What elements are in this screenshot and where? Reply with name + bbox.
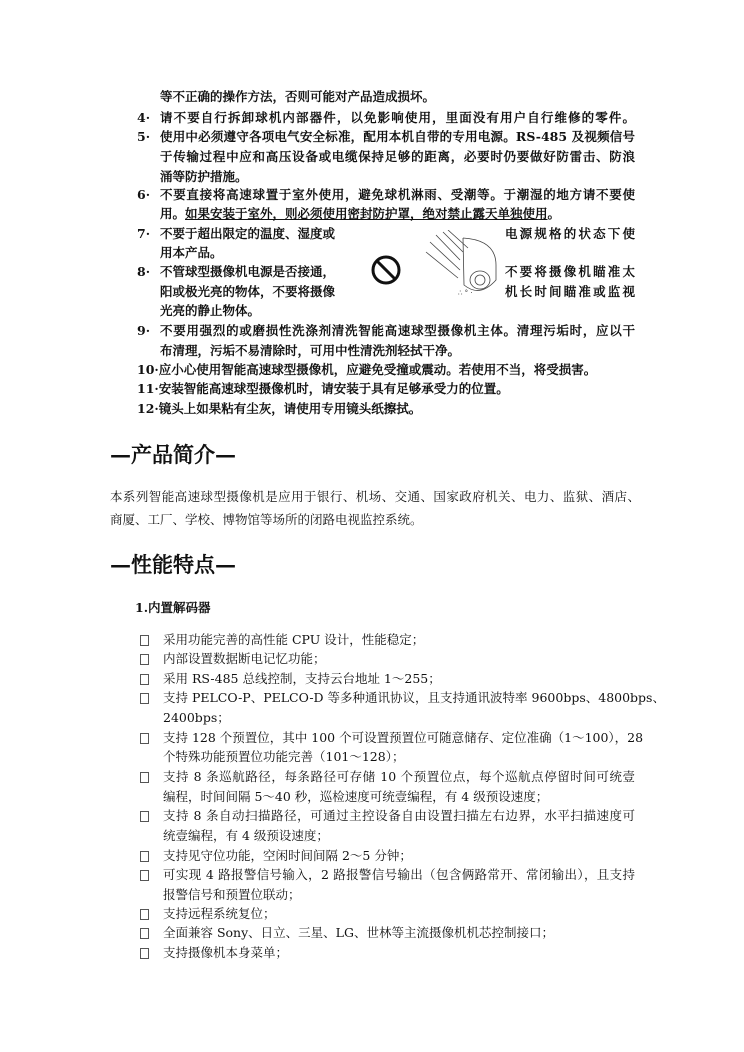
feature-line: 内部设置数据断电记忆功能；	[163, 651, 326, 666]
item-number: 7·	[137, 226, 151, 241]
bullet-icon	[140, 654, 149, 665]
bullet-icon	[140, 870, 149, 881]
safety-line: 阳或极光亮的物体，不要将摄像	[160, 284, 336, 299]
text: 用。	[160, 206, 186, 221]
safety-line	[160, 206, 560, 222]
item-number: 4·	[137, 110, 151, 125]
bullet-icon	[140, 693, 149, 704]
safety-line: 10·应小心使用智能高速球型摄像机，应避免受撞或震动。若使用不当，将受损害。	[137, 362, 597, 377]
safety-line: 使用中必须遵守各项电气安全标准，配用本机自带的专用电源。RS-485 及视频信号	[160, 129, 635, 144]
safety-line: 不要将摄像机瞄准太	[505, 264, 635, 279]
item-number: 5·	[137, 129, 151, 144]
bullet-icon	[140, 635, 149, 646]
item-number: 6·	[137, 187, 151, 202]
safety-line: 机长时间瞄准或监视	[505, 284, 635, 299]
feature-line: 全面兼容 Sony、日立、三星、LG、世林等主流摄像机机芯控制接口；	[163, 925, 554, 940]
safety-line: 涌等防护措施。	[160, 169, 248, 184]
no-sun-camera-illustration	[368, 230, 508, 300]
feature-line: 2400bps；	[163, 710, 230, 725]
feature-line: 采用功能完善的高性能 CPU 设计，性能稳定；	[163, 632, 425, 647]
intro-paragraph-line: 商厦、工厂、学校、博物馆等场所的闭路电视监控系统。	[110, 512, 423, 527]
safety-line: 不要直接将高速球置于室外使用，避免球机淋雨、受潮等。于潮湿的地方请不要使	[160, 187, 635, 202]
intro-paragraph-line: 本系列智能高速球型摄像机是应用于银行、机场、交通、国家政府机关、电力、监狱、酒店、	[110, 489, 640, 504]
safety-line: 电源规格的状态下使	[505, 226, 635, 241]
section-heading-intro: —产品简介—	[110, 442, 236, 467]
feature-line: 支持 PELCO-P、PELCO-D 等多种通讯协议，且支持通讯波特率 9600bps、4800bps、	[163, 690, 665, 705]
bullet-icon	[140, 811, 149, 822]
safety-line: 布清理，污垢不易清除时，可用中性清洗剂轻拭干净。	[160, 343, 461, 358]
feature-line: 支持摄像机本身菜单；	[163, 945, 289, 960]
feature-line: 可实现 4 路报警信号输入，2 路报警信号输出（包含俩路常开、常闭输出），且支持	[163, 867, 635, 882]
prohibited-icon	[373, 257, 399, 283]
dome-camera-icon	[426, 230, 496, 297]
svg-text:∴ ° ·: ∴ ° ·	[458, 289, 473, 297]
item-number: 9·	[137, 323, 151, 338]
safety-line: 不要用强烈的或磨损性洗涤剂清洗智能高速球型摄像机主体。清理污垢时，应以干	[160, 323, 635, 338]
underlined-warning: 如果安装于室外，则必须使用密封防护罩，绝对禁止露天单独使用	[185, 206, 548, 221]
bullet-icon	[140, 851, 149, 862]
text: 。	[547, 206, 561, 221]
safety-line: 不要于超出限定的温度、湿度或	[160, 226, 336, 241]
bullet-icon	[140, 733, 149, 744]
bullet-icon	[140, 909, 149, 920]
safety-line: 11·安装智能高速球型摄像机时，请安装于具有足够承受力的位置。	[137, 381, 509, 396]
feature-line: 支持 8 条巡航路径，每条路径可存储 10 个预置位点，每个巡航点停留时间可统壹	[163, 769, 635, 784]
safety-line: 不管球型摄像机电源是否接通，	[160, 264, 336, 279]
subsection-heading: 1.内置解码器	[135, 600, 211, 615]
safety-line: 光亮的静止物体。	[160, 303, 261, 318]
feature-line: 采用 RS-485 总线控制，支持云台地址 1～255；	[163, 671, 441, 686]
bullet-icon	[140, 948, 149, 959]
feature-line: 编程，时间间隔 5～40 秒，巡检速度可统壹编程，有 4 级预设速度；	[163, 789, 549, 804]
section-heading-features: —性能特点—	[110, 552, 236, 577]
feature-line: 支持 128 个预置位，其中 100 个可设置预置位可随意储存、定位准确（1～100），28	[163, 730, 644, 745]
safety-line: 于传输过程中应和高压设备或电缆保持足够的距离，必要时仍要做好防雷击、防浪	[160, 149, 635, 164]
feature-line: 支持 8 条自动扫描路径，可通过主控设备自由设置扫描左右边界，水平扫描速度可	[163, 808, 635, 823]
item-number: 8·	[137, 264, 151, 279]
feature-line: 支持见守位功能，空闲时间间隔 2～5 分钟；	[163, 848, 412, 863]
safety-line: 等不正确的操作方法，否则可能对产品造成损坏。	[160, 89, 436, 104]
safety-line: 用本产品。	[160, 245, 223, 260]
feature-line: 支持远程系统复位；	[163, 906, 276, 921]
feature-line: 报警信号和预置位联动；	[163, 887, 301, 902]
safety-line: 12·镜头上如果粘有尘灰，请使用专用镜头纸擦拭。	[137, 401, 422, 416]
bullet-icon	[140, 674, 149, 685]
feature-line: 个特殊功能预置位功能完善（101～128）；	[163, 749, 405, 764]
bullet-icon	[140, 772, 149, 783]
bullet-icon	[140, 928, 149, 939]
safety-line: 请不要自行拆卸球机内部器件，以免影响使用，里面没有用户自行维修的零件。	[160, 110, 635, 125]
feature-line: 统壹编程，有 4 级预设速度；	[163, 828, 329, 843]
